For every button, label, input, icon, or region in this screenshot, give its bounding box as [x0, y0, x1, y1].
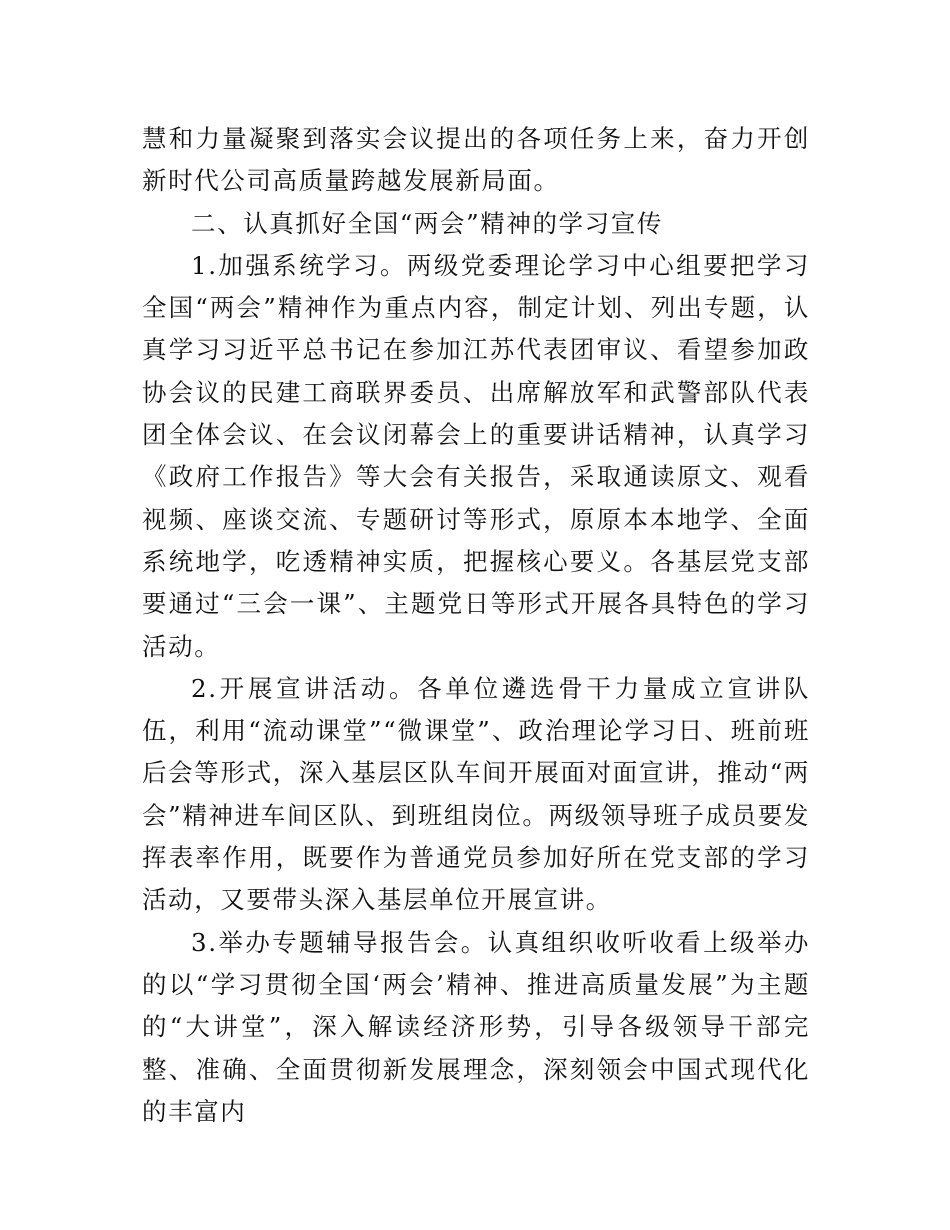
paragraph-continuation: 慧和力量凝聚到落实会议提出的各项任务上来，奋力开创新时代公司高质量跨越发展新局面。 [142, 124, 810, 196]
paragraph-item-2: 2.开展宣讲活动。各单位遴选骨干力量成立宣讲队伍，利用“流动课堂”“微课堂”、政治理论学习日、班前班后会等形式，深入基层区队车间开展面对面宣讲，推动“两会”精神进车间区队、到班组岗位。两级领导班子成员要发挥表率作用，既要作为普通党员参加好所在党支部的学习活动，又要带头深入基层单位开展宣讲。 [142, 673, 810, 915]
section-heading: 二、认真抓好全国“两会”精神的学习宣传 [191, 208, 663, 238]
document-page [142, 118, 810, 1133]
paragraph-item-3: 3.举办专题辅导报告会。认真组织收听收看上级举办的以“学习贯彻全国‘两会’精神、推进高质量发展”为主题的“大讲堂”，深入解读经济形势，引导各级领导干部完整、准确、全面贯彻新发展理念，深刻领会中国式现代化的丰富内 [142, 927, 810, 1126]
paragraph-item-1: 1.加强系统学习。两级党委理论学习中心组要把学习全国“两会”精神作为重点内容，制定计划、列出专题，认真学习习近平总书记在参加江苏代表团审议、看望参加政协会议的民建工商联界委员、出席解放军和武警部队代表团全体会议、在会议闭幕会上的重要讲话精神，认真学习《政府工作报告》等大会有关报告，采取通读原文、观看视频、座谈交流、专题研讨等形式，原原本本地学、全面系统地学，吃透精神实质，把握核心要义。各基层党支部要通过“三会一课”、主题党日等形式开展各具特色的学习活动。 [142, 250, 810, 661]
